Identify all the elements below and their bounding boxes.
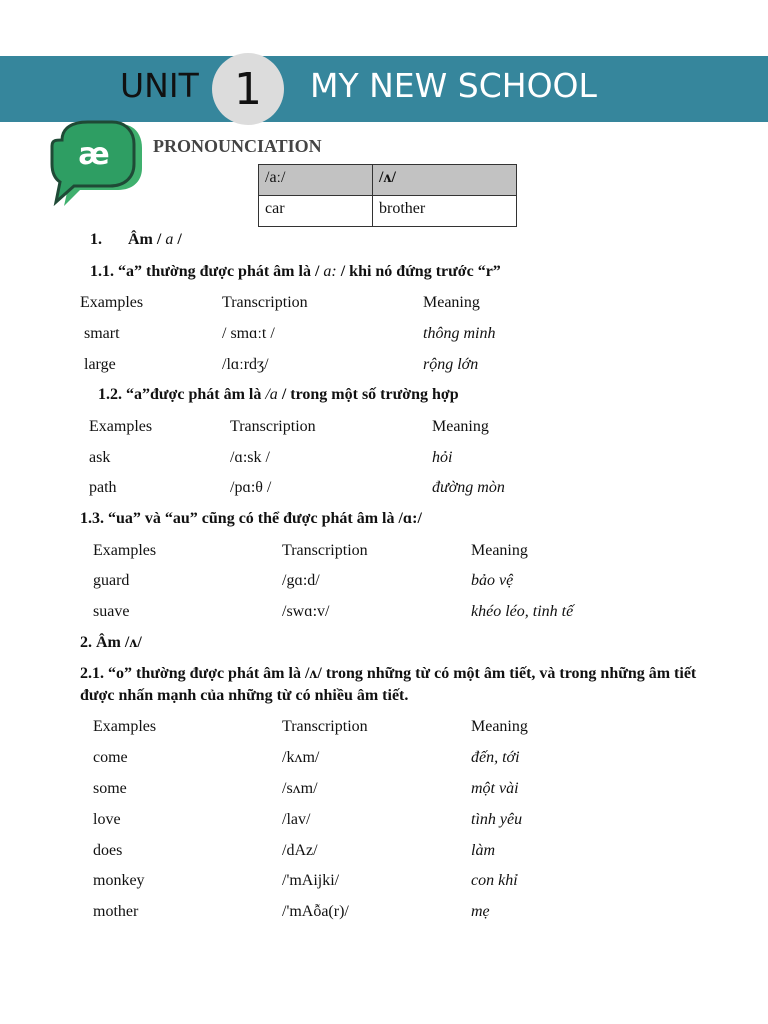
word: smart	[84, 325, 120, 342]
meaning: khéo léo, tinh tế	[471, 603, 574, 620]
section-1-1-symbol: a:	[319, 263, 341, 280]
phoneme-example-2: brother	[373, 196, 517, 227]
section-1-2-heading	[98, 385, 459, 405]
section-1-1-prefix: 1.1. “a” thường được phát âm là /	[90, 263, 320, 280]
transcription: /sʌm/	[282, 780, 318, 797]
word: some	[93, 780, 127, 797]
meaning: một vài	[471, 780, 519, 797]
col-examples: Examples	[93, 542, 157, 559]
word: guard	[93, 572, 130, 589]
transcription: /'mAijki/	[282, 872, 340, 889]
transcription: /ɑ:sk /	[230, 449, 270, 466]
col-examples: Examples	[89, 418, 153, 435]
col-transcription: Transcription	[222, 294, 308, 311]
section-1-symbol: a	[161, 231, 178, 248]
meaning: đến, tới	[471, 749, 520, 766]
transcription: /pɑ:θ /	[230, 479, 272, 496]
transcription: /'mAỗa(r)/	[282, 903, 349, 920]
section-1-1-suffix: / khi nó đứng trước “r”	[340, 263, 501, 280]
word: suave	[93, 603, 130, 620]
meaning: tình yêu	[471, 811, 523, 828]
word: path	[89, 479, 117, 496]
transcription: /lɑːrdʒ/	[222, 356, 269, 373]
word: ask	[89, 449, 111, 466]
section-1-2-suffix: / trong một số trường hợp	[281, 386, 459, 403]
unit-number-badge: 1	[212, 53, 284, 125]
transcription: /lav/	[282, 811, 311, 828]
section-2-heading: 2. Âm /ʌ/	[80, 634, 142, 651]
section-1-title-c: /	[177, 231, 182, 248]
pronunciation-heading: PRONOUNCIATION	[153, 136, 322, 156]
col-examples: Examples	[93, 718, 157, 735]
col-transcription: Transcription	[282, 718, 368, 735]
col-meaning: Meaning	[471, 542, 528, 559]
section-1-1-heading	[90, 262, 501, 282]
speech-bubble-ae-icon	[50, 120, 145, 210]
meaning: làm	[471, 842, 495, 859]
meaning: đường mòn	[432, 479, 505, 496]
phoneme-table	[258, 164, 517, 227]
section-2-1-heading: 2.1. “o” thường được phát âm là /ʌ/ trong những từ có một âm tiết, và trong những âm tiết được nhấn mạnh của những từ có nhiều âm tiết.	[80, 665, 697, 704]
meaning: con khỉ	[471, 872, 518, 889]
col-examples: Examples	[80, 294, 144, 311]
section-1-2-symbol: /a	[265, 386, 282, 403]
section-1-heading	[90, 230, 182, 250]
logo-glyph: æ	[78, 137, 110, 172]
phoneme-example-1: car	[259, 196, 373, 227]
meaning: thông minh	[423, 325, 496, 342]
meaning: bảo vệ	[471, 572, 514, 589]
section-1-3-heading: 1.3. “ua” và “au” cũng có thể được phát âm là /ɑ:/	[80, 510, 422, 527]
word: mother	[93, 903, 139, 920]
col-meaning: Meaning	[423, 294, 480, 311]
phoneme-uh: /ʌ/	[373, 165, 517, 196]
meaning: mẹ	[471, 903, 490, 920]
meaning: rộng lớn	[423, 356, 479, 373]
transcription: /kʌm/	[282, 749, 320, 766]
section-1-title-a: Âm /	[128, 231, 162, 248]
transcription: /dAz/	[282, 842, 318, 859]
transcription: / smɑːt /	[222, 325, 275, 342]
word: come	[93, 749, 128, 766]
word: love	[93, 811, 121, 828]
unit-label: UNIT	[120, 66, 199, 105]
col-transcription: Transcription	[230, 418, 316, 435]
section-1-number: 1.	[90, 231, 102, 248]
phoneme-table-row	[259, 196, 517, 227]
col-transcription: Transcription	[282, 542, 368, 559]
transcription: /gɑ:d/	[282, 572, 320, 589]
col-meaning: Meaning	[471, 718, 528, 735]
word: large	[84, 356, 116, 373]
word: does	[93, 842, 123, 859]
meaning: hỏi	[432, 449, 453, 466]
section-1-2-prefix: 1.2. “a”được phát âm là	[98, 386, 266, 403]
transcription: /swɑ:v/	[282, 603, 330, 620]
col-meaning: Meaning	[432, 418, 489, 435]
phoneme-a: /aː/	[259, 165, 373, 196]
unit-title: MY NEW SCHOOL	[310, 66, 597, 105]
word: monkey	[93, 872, 145, 889]
phoneme-table-header	[259, 165, 517, 196]
